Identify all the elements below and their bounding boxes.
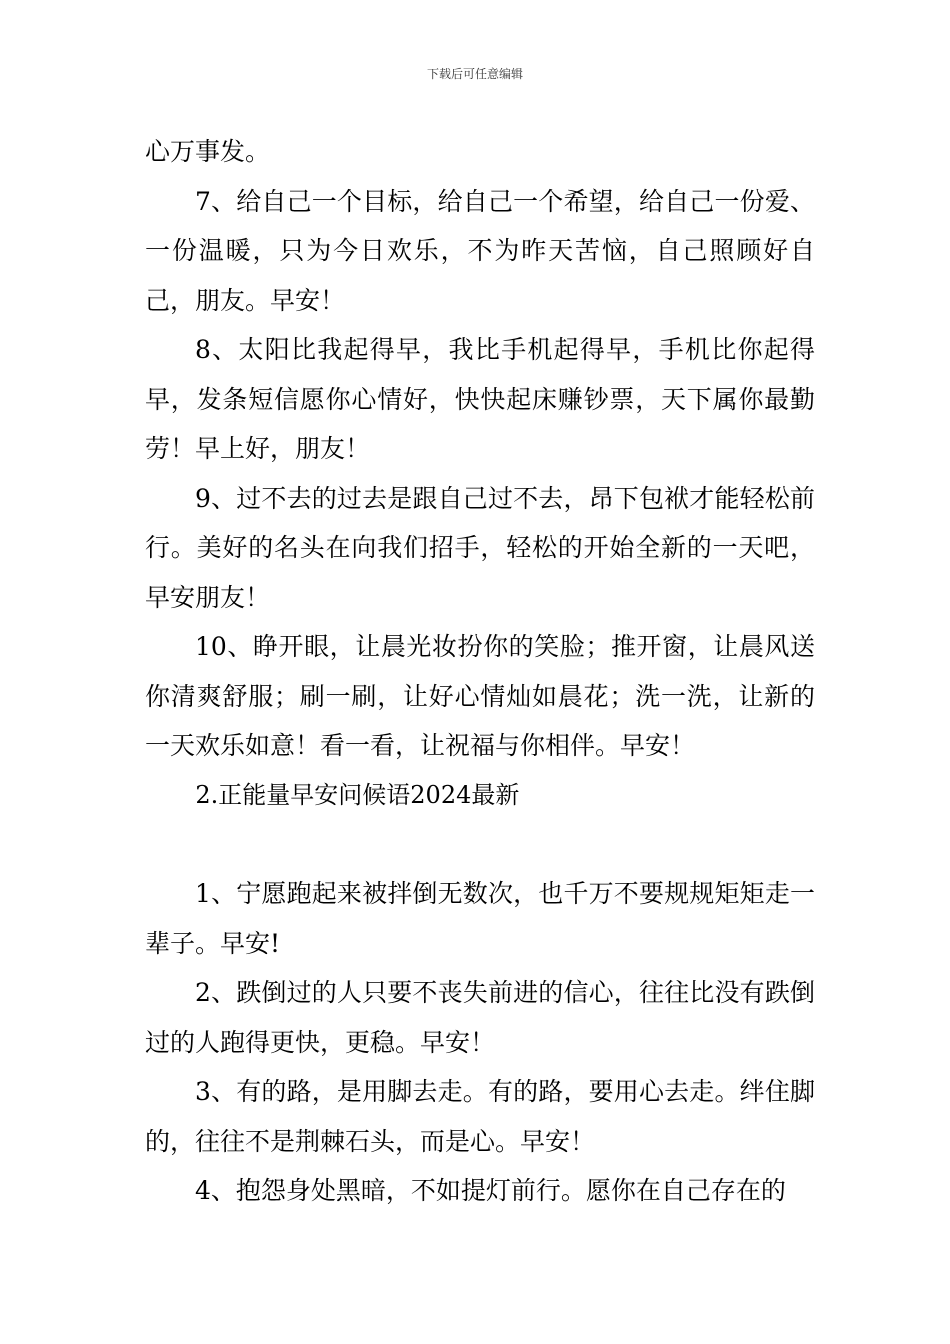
page-header: 下载后可任意编辑: [426, 67, 523, 81]
paragraph-item-2: 2、跌倒过的人只要不丧失前进的信心，往往比没有跌倒过的人跑得更快，更稳。早安！: [145, 978, 815, 1057]
document-body: [145, 127, 815, 1216]
paragraph-item-9: 9、过不去的过去是跟自己过不去，昂下包袱才能轻松前行。美好的名头在向我们招手，轻松的开始全新的一天吧，早安朋友！: [145, 483, 815, 612]
paragraph-continuation: 心万事发。: [145, 137, 271, 166]
blank-line: [145, 820, 815, 869]
paragraph-item-10: 10、睁开眼，让晨光妆扮你的笑脸；推开窗，让晨风送你清爽舒服；刷一刷，让好心情灿如晨花；洗一洗，让新的一天欢乐如意！看一看，让祝福与你相伴。早安！: [145, 632, 815, 760]
section-heading: 2.正能量早安问候语2024最新: [195, 780, 520, 809]
paragraph-item-4: 4、抱怨身处黑暗，不如提灯前行。愿你在自己存在的: [195, 1176, 786, 1205]
paragraph-item-7: 7、给自己一个目标，给自己一个希望，给自己一份爱、一份温暖，只为今日欢乐，不为昨天苦恼，自己照顾好自己，朋友。早安！: [145, 186, 815, 315]
paragraph-item-3: 3、有的路，是用脚去走。有的路，要用心去走。绊住脚的，往往不是荆棘石头，而是心。早安！: [145, 1077, 815, 1156]
paragraph-item-1: 1、宁愿跑起来被拌倒无数次，也千万不要规规矩矩走一辈子。早安!: [145, 879, 815, 958]
paragraph-item-8: 8、太阳比我起得早，我比手机起得早，手机比你起得早，发条短信愿你心情好，快快起床赚钞票，天下属你最勤劳！早上好，朋友！: [145, 335, 815, 463]
